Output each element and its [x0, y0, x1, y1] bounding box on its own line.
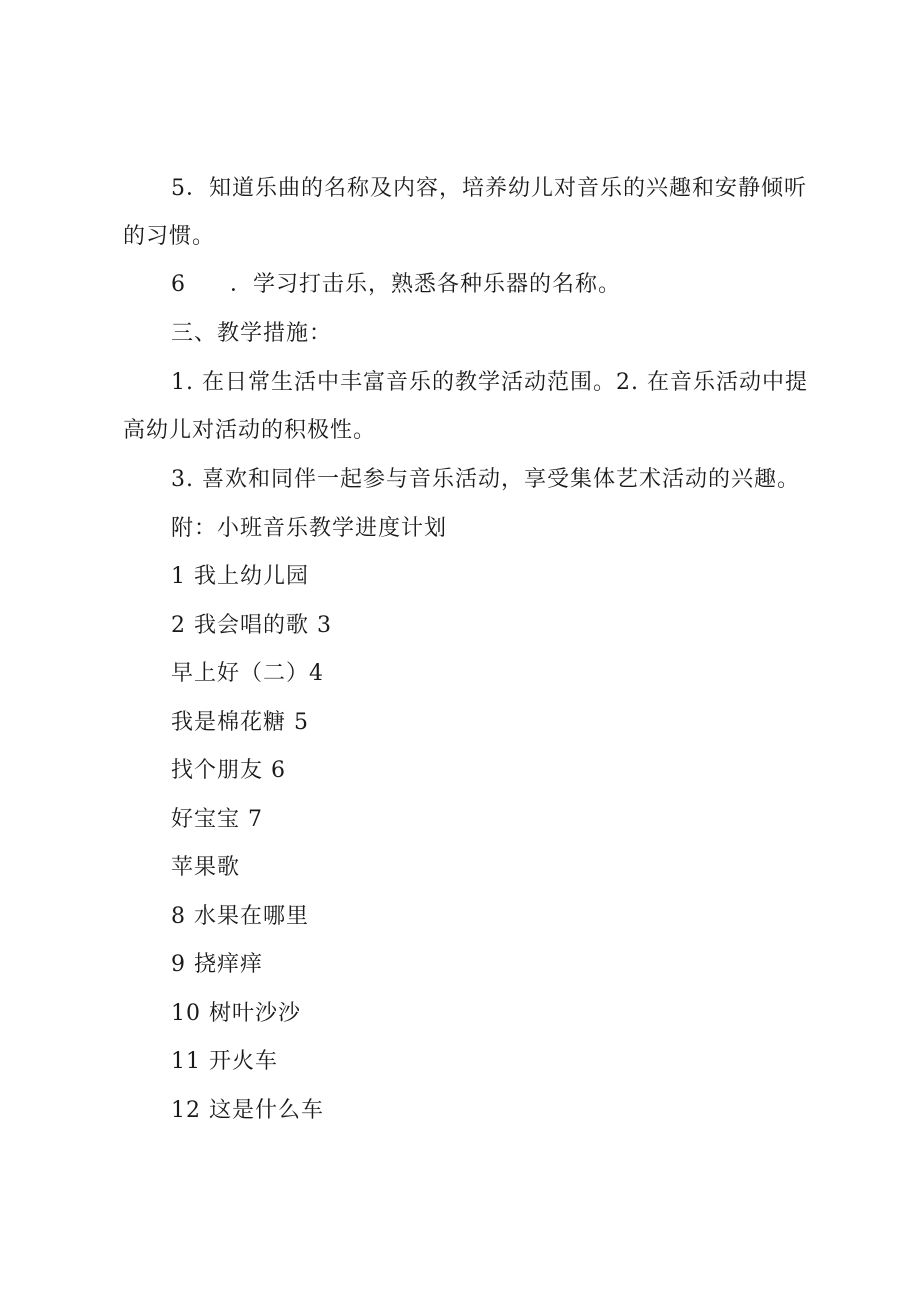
schedule-item: 8 水果在哪里	[171, 904, 309, 929]
schedule-item: 1 我上幼儿园	[171, 564, 309, 589]
goal-6-number: 6	[171, 272, 186, 297]
goal-5-line-2: 的习惯。	[123, 224, 216, 249]
section-3-heading: 三、教学措施：	[171, 321, 333, 346]
schedule-item: 10 树叶沙沙	[171, 1001, 301, 1026]
schedule-item: 11 开火车	[171, 1049, 278, 1074]
schedule-item: 苹果歌	[171, 855, 241, 880]
measure-1-line-2: 高幼儿对活动的积极性。	[123, 418, 377, 443]
schedule-item: 9 挠痒痒	[171, 952, 263, 977]
goal-6	[171, 270, 621, 300]
appendix-title: 附：小班音乐教学进度计划	[171, 516, 448, 541]
schedule-item: 我是棉花糖 5	[171, 710, 309, 735]
goal-6-text: ．学习打击乐，熟悉各种乐器的名称。	[230, 272, 622, 297]
goal-5-line-1: 5．知道乐曲的名称及内容，培养幼儿对音乐的兴趣和安静倾听	[171, 176, 807, 201]
schedule-item: 找个朋友 6	[171, 758, 286, 783]
schedule-item: 2 我会唱的歌 3	[171, 613, 332, 638]
measure-1-line-1: 1. 在日常生活中丰富音乐的教学活动范围。2. 在音乐活动中提	[171, 370, 808, 395]
schedule-item: 早上好（二）4	[171, 661, 324, 686]
measure-3: 3. 喜欢和同伴一起参与音乐活动，享受集体艺术活动的兴趣。	[171, 467, 800, 492]
schedule-item: 好宝宝 7	[171, 807, 263, 832]
schedule-item: 12 这是什么车	[171, 1098, 324, 1123]
